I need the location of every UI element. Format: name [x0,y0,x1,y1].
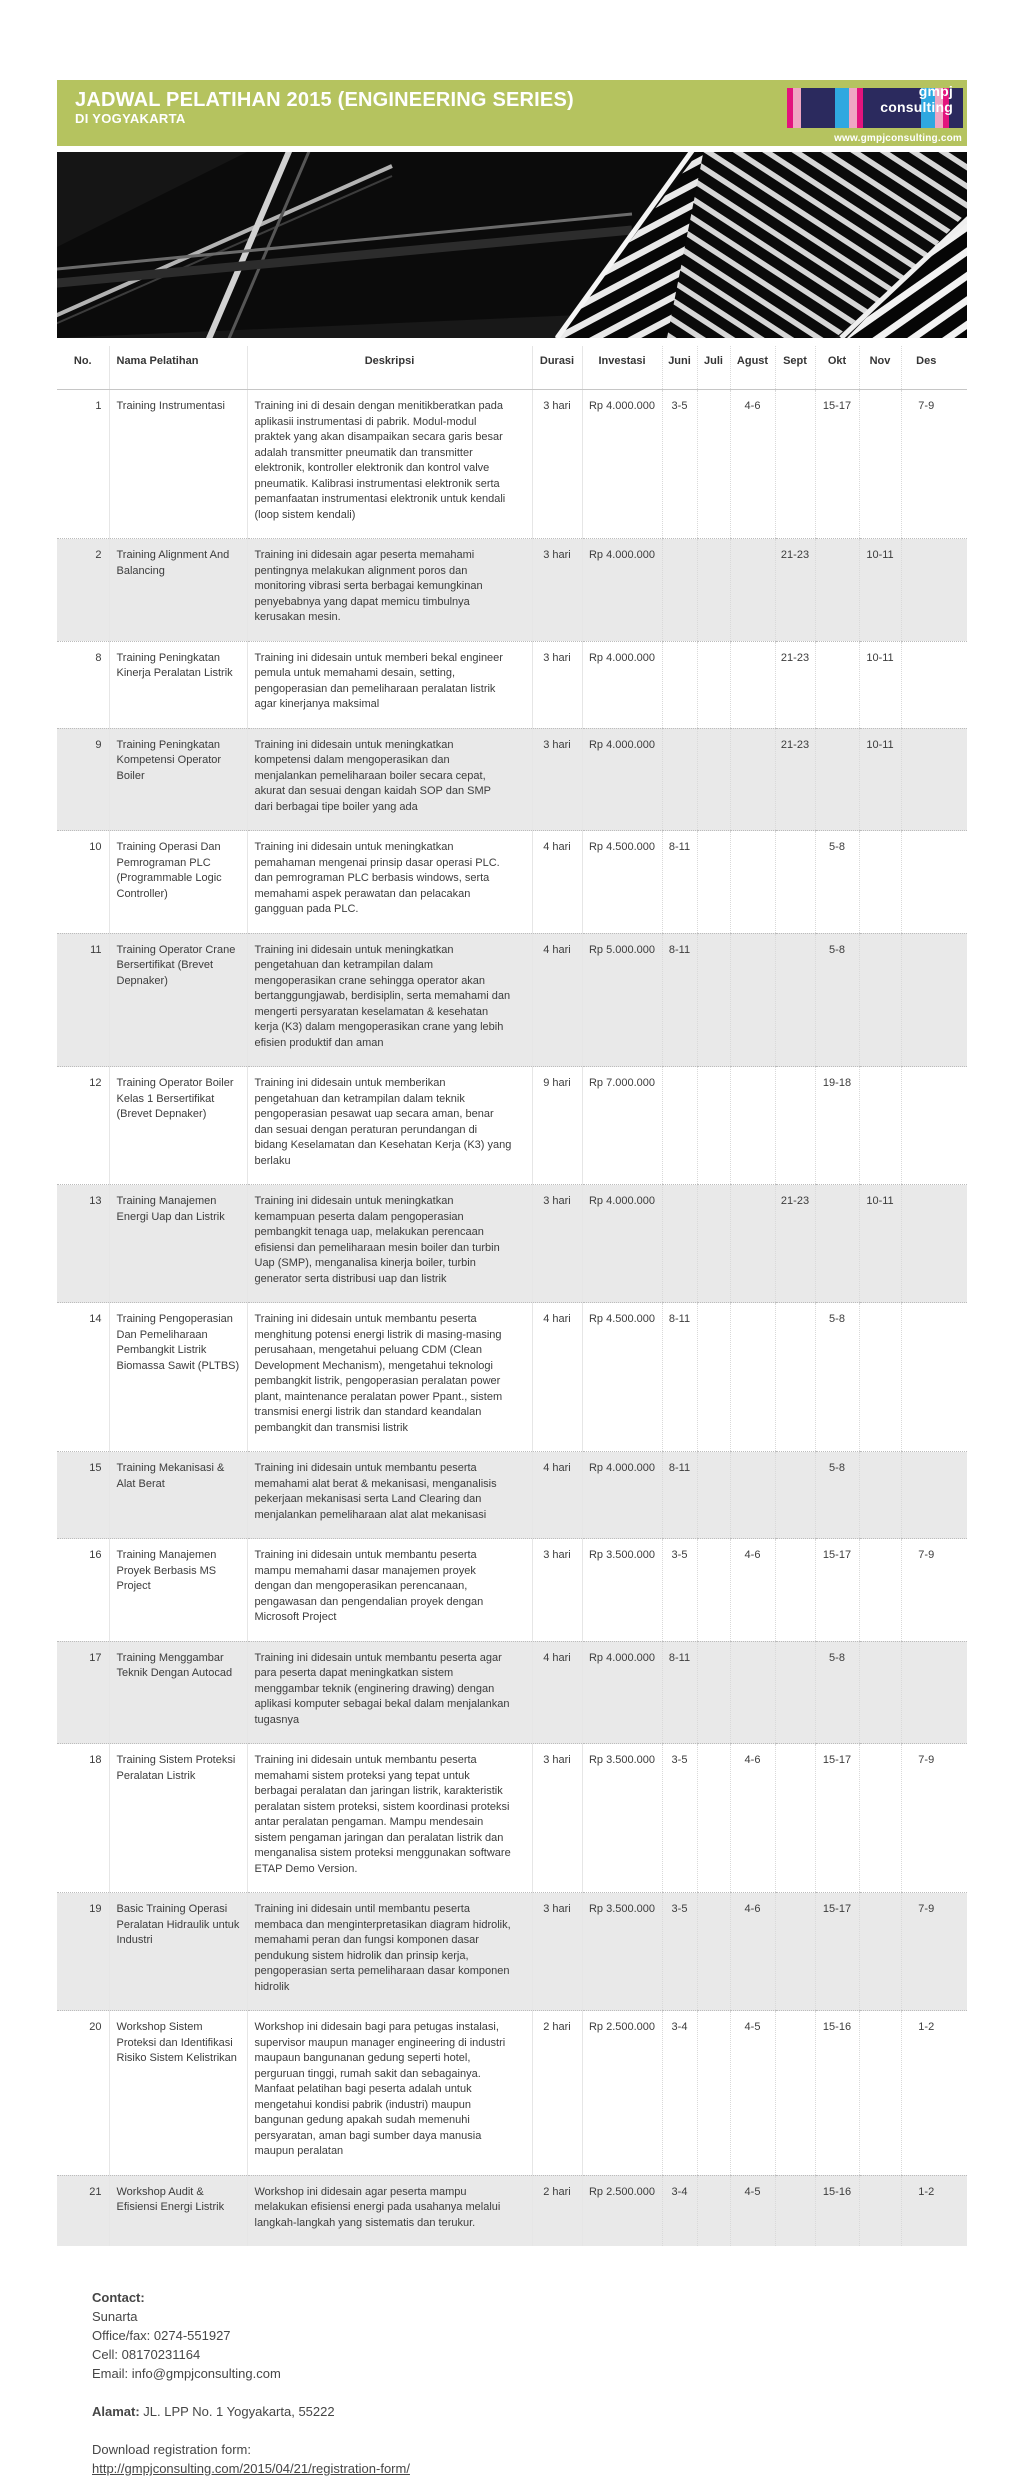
training-description: Training ini didesain untuk memberikan pengetahuan dan ketrampilan dalam teknik pengoperasian pesawat uap secara aman, benar dan sesuai dengan peraturan perundangan di bidang Keselamatan dan Kesehatan Kerja (K3) yang berlaku [247,1067,532,1185]
row-number: 11 [57,933,109,1067]
row-number: 12 [57,1067,109,1185]
month-dates: 10-11 [859,728,901,831]
month-dates [815,728,859,831]
month-dates: 3-4 [662,2011,697,2176]
month-dates [775,390,815,539]
month-dates: 4-6 [730,1539,775,1642]
column-header: Investasi [582,346,662,390]
month-dates [901,1641,967,1744]
address-value: JL. LPP No. 1 Yogyakarta, 55222 [139,2404,335,2419]
table-row [57,1744,967,1893]
investment: Rp 4.000.000 [582,1452,662,1539]
month-dates [859,1539,901,1642]
training-description: Training ini didesain untuk memberi bekal engineer pemula untuk memahami desain, setting, pengoperasian dan pemeliharaan peralatan listrik agar kinerjanya maksimal [247,641,532,728]
training-description: Training ini didesain until membantu peserta membaca dan menginterpretasikan diagram hidrolik, memahami peran dan fungsi komponen dasar pendukung sistem hidrolik dan prinsip kerja, pengoperasian serta pemeliharaan dasar komponen hidrolik [247,1893,532,2011]
header-band [57,80,967,146]
contact-email: Email: info@gmpjconsulting.com [92,2366,281,2381]
row-number: 18 [57,1744,109,1893]
month-dates: 7-9 [901,1539,967,1642]
month-dates: 8-11 [662,831,697,934]
month-dates [662,728,697,831]
training-name: Training Manajemen Energi Uap dan Listrik [109,1185,247,1303]
training-name: Training Sistem Proteksi Peralatan Listrik [109,1744,247,1893]
table-row [57,1067,967,1185]
contact-name: Sunarta [92,2309,138,2324]
table-row [57,2175,967,2246]
month-dates: 15-17 [815,390,859,539]
table-row [57,1303,967,1452]
month-dates [859,1067,901,1185]
month-dates [901,1185,967,1303]
month-dates: 1-2 [901,2011,967,2176]
row-number: 1 [57,390,109,539]
month-dates: 4-6 [730,1893,775,2011]
month-dates: 15-17 [815,1893,859,2011]
column-header: Deskripsi [247,346,532,390]
month-dates: 15-16 [815,2175,859,2246]
row-number: 17 [57,1641,109,1744]
table-row [57,1893,967,2011]
month-dates [859,2175,901,2246]
row-number: 20 [57,2011,109,2176]
training-description: Training ini didesain untuk membantu peserta memahami alat berat & mekanisasi, menganalisis pekerjaan mekanisasi serta Land Clearing dan menjalankan pemeliharaan alat alat mekanisasi [247,1452,532,1539]
duration: 3 hari [532,1185,582,1303]
duration: 4 hari [532,1452,582,1539]
month-dates [662,641,697,728]
month-dates [901,1303,967,1452]
month-dates [901,933,967,1067]
training-name: Basic Training Operasi Peralatan Hidraulik untuk Industri [109,1893,247,2011]
month-dates [859,1303,901,1452]
logo-stripe-pink [849,88,857,128]
page-subtitle: DI YOGYAKARTA [75,111,186,126]
month-dates [697,1303,730,1452]
investment: Rp 4.000.000 [582,539,662,642]
month-dates [730,728,775,831]
table-row [57,1452,967,1539]
duration: 3 hari [532,1744,582,1893]
month-dates [730,1452,775,1539]
month-dates: 4-5 [730,2011,775,2176]
investment: Rp 4.500.000 [582,831,662,934]
training-name: Workshop Sistem Proteksi dan Identifikasi Risiko Sistem Kelistrikan [109,2011,247,2176]
investment: Rp 2.500.000 [582,2011,662,2176]
month-dates [901,1067,967,1185]
duration: 4 hari [532,831,582,934]
training-name: Training Pengoperasian Dan Pemeliharaan Pembangkit Listrik Biomassa Sawit (PLTBS) [109,1303,247,1452]
month-dates: 4-6 [730,390,775,539]
month-dates [697,728,730,831]
duration: 4 hari [532,933,582,1067]
training-description: Training ini didesain untuk membantu peserta menghitung potensi energi listrik di masing-masing perusahaan, mengetahui peluang CDM (Clean Development Mechanism), mengetahui teknologi pembangkit listrik, pengoperasian peralatan power plant, maintenance peralatan power Ppant., sistem transmisi energi listrik dan standard keandalan pembangkit dan transmisi listrik [247,1303,532,1452]
month-dates: 10-11 [859,641,901,728]
row-number: 14 [57,1303,109,1452]
duration: 3 hari [532,539,582,642]
month-dates: 4-5 [730,2175,775,2246]
row-number: 15 [57,1452,109,1539]
month-dates: 21-23 [775,539,815,642]
duration: 3 hari [532,728,582,831]
column-header: Juni [662,346,697,390]
month-dates: 3-5 [662,1539,697,1642]
month-dates [901,641,967,728]
investment: Rp 2.500.000 [582,2175,662,2246]
training-description: Workshop ini didesain bagi para petugas instalasi, supervisor maupun manager engineering di industri maupaun bangunanan gedung seperti hotel, perguruan tinggi, rumah sakit dan sebagainya. Manfaat pelatihan bagi peserta adalah untuk mengetahui kondisi pabrik (industri) maupun bangunan gedung apakah sudah memenuhi persyaratan, aman bagi sumber daya manusia maupun peralatan [247,2011,532,2176]
month-dates [775,1744,815,1893]
month-dates: 5-8 [815,1641,859,1744]
month-dates [859,1641,901,1744]
month-dates [662,1185,697,1303]
month-dates [775,1539,815,1642]
investment: Rp 4.000.000 [582,728,662,831]
month-dates [730,539,775,642]
investment: Rp 3.500.000 [582,1744,662,1893]
training-name: Training Alignment And Balancing [109,539,247,642]
duration: 4 hari [532,1641,582,1744]
month-dates: 15-17 [815,1539,859,1642]
contact-office: Office/fax: 0274-551927 [92,2328,231,2343]
month-dates: 3-5 [662,390,697,539]
month-dates: 10-11 [859,1185,901,1303]
month-dates [859,1744,901,1893]
month-dates [697,1185,730,1303]
training-name: Training Manajemen Proyek Berbasis MS Project [109,1539,247,1642]
month-dates [730,1641,775,1744]
page-title: JADWAL PELATIHAN 2015 (ENGINEERING SERIES) [75,89,574,111]
column-header: Durasi [532,346,582,390]
month-dates [901,831,967,934]
address-line [92,2402,967,2421]
schedule-table-body [57,390,967,2247]
month-dates [901,728,967,831]
month-dates [859,2011,901,2176]
training-name: Training Peningkatan Kompetensi Operator Boiler [109,728,247,831]
month-dates: 8-11 [662,1452,697,1539]
training-name: Workshop Audit & Efisiensi Energi Listrik [109,2175,247,2246]
month-dates [901,1452,967,1539]
training-description: Workshop ini didesain agar peserta mampu melakukan efisiensi energi pada usahanya melalui langkah-langkah yang sistematis dan terukur. [247,2175,532,2246]
table-row [57,933,967,1067]
training-description: Training ini di desain dengan menitikberatkan pada aplikasii instrumentasi di pabrik. Modul-modul praktek yang akan disampaikan secara garis besar adalah transmitter pneumatik dan transmitter elektronik, kontroller elektronik dan kontrol valve pneumatik. Kalibrasi instrumentasi elektronik serta pemanfaatan instrumentasi elektronik untuk kendali (loop sistem kendali) [247,390,532,539]
registration-form-link[interactable]: http://gmpjconsulting.com/2015/04/21/registration-form/ [92,2461,410,2476]
month-dates [697,1067,730,1185]
duration: 4 hari [532,1303,582,1452]
training-description: Training ini didesain untuk membantu peserta mampu memahami dasar manajemen proyek dengan dan mengoperasikan perencanaan, pengawasan dan pengendalian proyek dengan Microsoft Project [247,1539,532,1642]
month-dates: 15-16 [815,2011,859,2176]
month-dates [859,390,901,539]
month-dates [697,1641,730,1744]
month-dates [697,2175,730,2246]
row-number: 10 [57,831,109,934]
month-dates [815,641,859,728]
month-dates: 7-9 [901,390,967,539]
month-dates [730,1185,775,1303]
training-name: Training Operator Crane Bersertifikat (Brevet Depnaker) [109,933,247,1067]
month-dates: 5-8 [815,933,859,1067]
training-description: Training ini didesain agar peserta memahami pentingnya melakukan alignment poros dan monitoring vibrasi serta berbagai kemungkinan penyebabnya yang dapat memicu timbulnya kerusakan mesin. [247,539,532,642]
column-header: No. [57,346,109,390]
month-dates [901,539,967,642]
investment: Rp 4.500.000 [582,1303,662,1452]
month-dates: 1-2 [901,2175,967,2246]
investment: Rp 4.000.000 [582,1641,662,1744]
contact-block [92,2288,967,2478]
table-row [57,2011,967,2176]
month-dates: 7-9 [901,1893,967,2011]
row-number: 19 [57,1893,109,2011]
training-name: Training Operasi Dan Pemrograman PLC (Programmable Logic Controller) [109,831,247,934]
gmpj-logo-text [880,83,953,115]
month-dates: 10-11 [859,539,901,642]
month-dates: 5-8 [815,831,859,934]
table-row [57,1539,967,1642]
website-url: www.gmpjconsulting.com [834,133,962,144]
month-dates [730,933,775,1067]
month-dates [697,2011,730,2176]
month-dates [697,641,730,728]
month-dates [697,1744,730,1893]
month-dates [697,539,730,642]
row-number: 13 [57,1185,109,1303]
contact-cell: Cell: 08170231164 [92,2347,201,2362]
month-dates: 21-23 [775,641,815,728]
month-dates: 4-6 [730,1744,775,1893]
month-dates: 8-11 [662,1303,697,1452]
table-row [57,641,967,728]
investment: Rp 3.500.000 [582,1893,662,2011]
month-dates [730,1303,775,1452]
training-name: Training Mekanisasi & Alat Berat [109,1452,247,1539]
month-dates [859,1893,901,2011]
month-dates [697,1452,730,1539]
schedule-table [57,346,967,2246]
table-header-row [57,346,967,390]
month-dates [775,1893,815,2011]
month-dates: 3-5 [662,1744,697,1893]
column-header: Agust [730,346,775,390]
month-dates [775,1303,815,1452]
investment: Rp 4.000.000 [582,390,662,539]
training-description: Training ini didesain untuk meningkatkan kemampuan peserta dalam pengoperasian pembangkit tenaga uap, melakukan perencaan efisiensi dan pemeliharaan mesin boiler dan turbin Uap (SMP), menganalisa kinerja boiler, turbin generator serta distribusi uap dan listrik [247,1185,532,1303]
month-dates [697,1893,730,2011]
training-name: Training Peningkatan Kinerja Peralatan Listrik [109,641,247,728]
table-row [57,728,967,831]
month-dates [697,933,730,1067]
month-dates: 3-5 [662,1893,697,2011]
column-header: Nama Pelatihan [109,346,247,390]
table-row [57,1185,967,1303]
month-dates [815,1185,859,1303]
month-dates [775,1452,815,1539]
row-number: 2 [57,539,109,642]
duration: 9 hari [532,1067,582,1185]
logo-line2: consulting [880,99,953,115]
month-dates: 8-11 [662,1641,697,1744]
download-label: Download registration form: [92,2442,251,2457]
duration: 3 hari [532,641,582,728]
training-name: Training Menggambar Teknik Dengan Autocad [109,1641,247,1744]
month-dates [697,390,730,539]
month-dates [815,539,859,642]
month-dates [775,933,815,1067]
logo-stripe-cyan [835,88,849,128]
duration: 2 hari [532,2175,582,2246]
training-name: Training Operator Boiler Kelas 1 Bersertifikat (Brevet Depnaker) [109,1067,247,1185]
training-description: Training ini didesain untuk meningkatkan pengetahuan dan ketrampilan dalam mengoperasikan crane sehingga operator akan bertanggungjawab, berdisiplin, serta memahami dan mengerti persyaratan keselamatan & kesehatan kerja (K3) dalam mengoperasikan crane yang lebih efisien produktif dan aman [247,933,532,1067]
month-dates [859,831,901,934]
month-dates: 15-17 [815,1744,859,1893]
duration: 3 hari [532,1893,582,2011]
month-dates: 5-8 [815,1452,859,1539]
column-header: Juli [697,346,730,390]
month-dates [775,2011,815,2176]
contact-label: Contact: [92,2290,145,2305]
investment: Rp 4.000.000 [582,641,662,728]
investment: Rp 3.500.000 [582,1539,662,1642]
duration: 3 hari [532,390,582,539]
month-dates: 5-8 [815,1303,859,1452]
table-row [57,831,967,934]
flyer-page [57,0,967,2478]
turbine-photo [57,152,967,338]
month-dates [775,2175,815,2246]
logo-line1: gmpj [918,83,953,99]
investment: Rp 4.000.000 [582,1185,662,1303]
row-number: 21 [57,2175,109,2246]
address-label: Alamat: [92,2404,140,2419]
training-name: Training Instrumentasi [109,390,247,539]
table-row [57,539,967,642]
training-description: Training ini didesain untuk meningkatkan kompetensi dalam mengoperasikan dan menjalankan pemeliharaan boiler secara cepat, akurat dan sesuai dengan kaidah SOP dan SMP dari berbagai tipe boiler yang ada [247,728,532,831]
training-description: Training ini didesain untuk membantu peserta memahami sistem proteksi yang tepat untuk berbagai peralatan dan jaringan listrik, karakteristik peralatan sistem proteksi, sistem koordinasi proteksi antar peralatan pengaman. Mampu mendesain sistem pengaman jaringan dan peralatan listrik dan menganalisa sistem proteksi menggunakan software ETAP Demo Version. [247,1744,532,1893]
investment: Rp 7.000.000 [582,1067,662,1185]
training-description: Training ini didesain untuk meningkatkan pemahaman mengenai prinsip dasar operasi PLC. dan pemrograman PLC berbasis windows, serta memahami aspek perawatan dan pelacakan gangguan pada PLC. [247,831,532,934]
month-dates: 7-9 [901,1744,967,1893]
month-dates [662,539,697,642]
table-row [57,390,967,539]
row-number: 16 [57,1539,109,1642]
column-header: Okt [815,346,859,390]
month-dates: 19-18 [815,1067,859,1185]
row-number: 9 [57,728,109,831]
month-dates [775,1641,815,1744]
month-dates [775,1067,815,1185]
month-dates [859,1452,901,1539]
month-dates [662,1067,697,1185]
row-number: 8 [57,641,109,728]
logo-stripe-navy [801,88,835,128]
column-header: Nov [859,346,901,390]
month-dates: 3-4 [662,2175,697,2246]
training-description: Training ini didesain untuk membantu peserta agar para peserta dapat meningkatkan sistem menggambar teknik (enginering drawing) dengan aplikasi komputer sebagai bekal dalam menjalankan tugasnya [247,1641,532,1744]
column-header: Sept [775,346,815,390]
month-dates [730,1067,775,1185]
month-dates [697,1539,730,1642]
column-header: Des [901,346,967,390]
month-dates: 8-11 [662,933,697,1067]
month-dates [730,831,775,934]
month-dates [697,831,730,934]
month-dates: 21-23 [775,728,815,831]
month-dates: 21-23 [775,1185,815,1303]
month-dates [730,641,775,728]
duration: 2 hari [532,2011,582,2176]
duration: 3 hari [532,1539,582,1642]
table-row [57,1641,967,1744]
month-dates [859,933,901,1067]
month-dates [775,831,815,934]
logo-stripe-pink [793,88,801,128]
investment: Rp 5.000.000 [582,933,662,1067]
